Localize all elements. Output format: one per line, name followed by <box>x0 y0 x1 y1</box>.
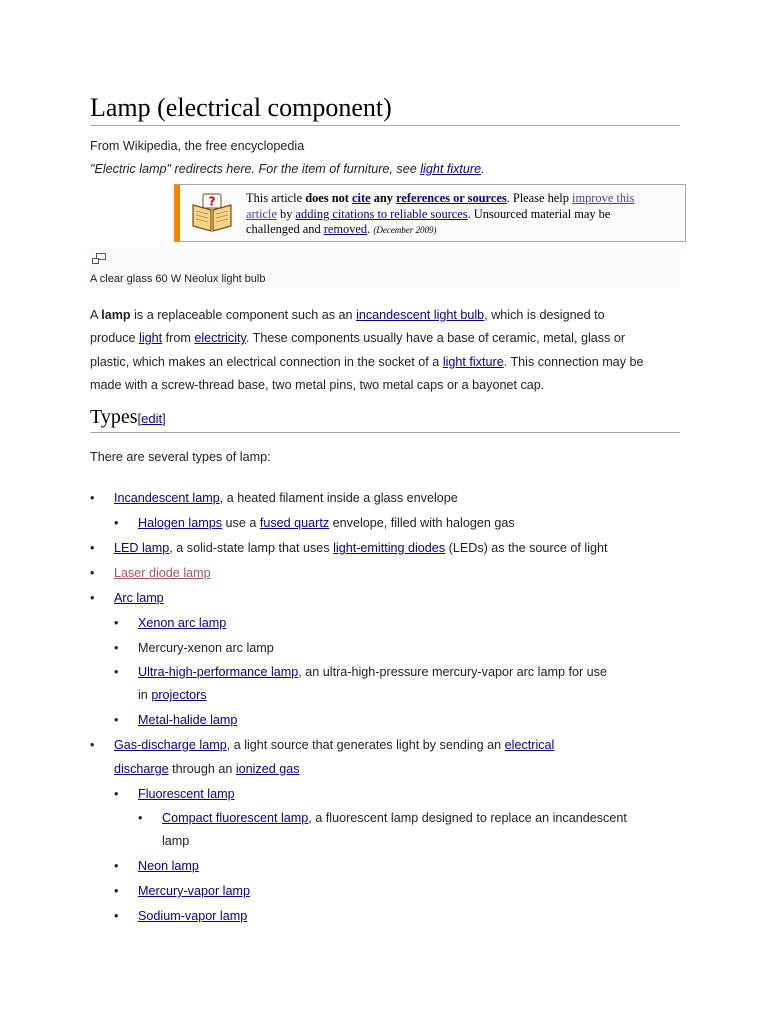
list-item: • Mercury-xenon arc lamp <box>114 641 274 655</box>
improve-article-link-cont[interactable]: article <box>246 206 277 221</box>
list-item: • Arc lamp <box>90 591 164 605</box>
removed-link[interactable]: removed <box>323 222 368 236</box>
electrical-discharge-link-cont[interactable]: discharge <box>114 762 169 776</box>
book-question-icon <box>190 193 234 233</box>
list-item: • Incandescent lamp, a heated filament inside a glass envelope <box>90 491 458 505</box>
list-item: • Compact fluorescent lamp, a fluorescent lamp designed to replace an incandescent <box>138 811 627 825</box>
edit-section-link[interactable]: edit <box>141 411 163 426</box>
svg-text:?: ? <box>208 194 216 209</box>
electrical-discharge-link[interactable]: electrical <box>504 738 555 752</box>
adding-citations-link[interactable]: adding citations to reliable sources <box>295 206 468 221</box>
electricity-link[interactable]: electricity <box>194 331 246 345</box>
list-item: • Laser diode lamp <box>90 566 211 580</box>
thumbnail-caption: A clear glass 60 W Neolux light bulb <box>90 273 266 285</box>
ionized-gas-link[interactable]: ionized gas <box>235 762 300 776</box>
light-fixture-link[interactable]: light fixture <box>442 355 504 369</box>
gas-discharge-lamp-link[interactable]: Gas-discharge lamp <box>114 738 227 752</box>
hatnote-text: "Electric lamp" redirects here. For the item of furniture, see <box>90 162 421 176</box>
incandescent-light-bulb-link[interactable]: incandescent light bulb <box>356 308 485 322</box>
hatnote-link-light-fixture[interactable]: light fixture <box>420 162 482 176</box>
magnify-clip-icon[interactable] <box>92 253 106 265</box>
image-thumbnail <box>90 248 680 288</box>
cite-link[interactable]: cite <box>352 191 371 205</box>
edit-section-link-wrap: [edit] <box>137 411 166 426</box>
improve-article-link[interactable]: improve this <box>572 191 635 205</box>
halogen-lamps-link[interactable]: Halogen lamps <box>138 516 223 530</box>
list-item: • Sodium-vapor lamp <box>114 909 248 923</box>
list-item: • Gas-discharge lamp, a light source that generates light by sending an electrical <box>90 738 555 752</box>
hatnote-period: . <box>481 162 485 176</box>
references-link[interactable]: references or sources <box>396 191 507 205</box>
types-intro: There are several types of lamp: <box>90 450 271 464</box>
intro-line-3: plastic, which makes an electrical connection in the socket of a light fixture. This connection may be <box>90 355 644 369</box>
fused-quartz-link[interactable]: fused quartz <box>259 516 330 530</box>
arc-lamp-link[interactable]: Arc lamp <box>114 591 164 605</box>
list-item: • Mercury-vapor lamp <box>114 884 250 898</box>
fluorescent-lamp-link[interactable]: Fluorescent lamp <box>138 787 235 801</box>
list-item-continuation: discharge through an ionized gas <box>114 762 300 776</box>
compact-fluorescent-lamp-link[interactable]: Compact fluorescent lamp <box>162 811 309 825</box>
light-link[interactable]: light <box>139 331 163 345</box>
list-item: • Halogen lamps use a fused quartz envelope, filled with halogen gas <box>114 516 515 530</box>
title-underline <box>90 125 680 126</box>
page-title: Lamp (electrical component) <box>90 93 392 122</box>
laser-diode-lamp-link[interactable]: Laser diode lamp <box>114 566 211 580</box>
list-item: • Xenon arc lamp <box>114 616 227 630</box>
section-heading-types: Types[edit] <box>90 406 166 428</box>
metal-halide-lamp-link[interactable]: Metal-halide lamp <box>138 713 238 727</box>
neon-lamp-link[interactable]: Neon lamp <box>138 859 199 873</box>
mercury-xenon-text: Mercury-xenon arc lamp <box>138 641 274 655</box>
list-item: • Metal-halide lamp <box>114 713 238 727</box>
notice-text: This article does not cite any references or sources. Please help improve this article by adding citations to reliable sources. Unsourced material may be challenged and removed. (December 2009) <box>246 191 635 236</box>
list-item-continuation: in projectors <box>138 688 207 702</box>
intro-line-2: produce light from electricity. These components usually have a base of ceramic, metal, glass or <box>90 331 626 345</box>
sodium-vapor-lamp-link[interactable]: Sodium-vapor lamp <box>138 909 248 923</box>
list-item: • Ultra-high-performance lamp, an ultra-high-pressure mercury-vapor arc lamp for use <box>114 665 607 679</box>
list-item-continuation: lamp <box>162 834 190 848</box>
tagline: From Wikipedia, the free encyclopedia <box>90 139 305 153</box>
intro-line-4: made with a screw-thread base, two metal pins, two metal caps or a bayonet cap. <box>90 378 545 392</box>
unreferenced-notice <box>174 184 686 242</box>
xenon-arc-lamp-link[interactable]: Xenon arc lamp <box>138 616 227 630</box>
intro-line-1: A lamp is a replaceable component such as an incandescent light bulb, which is designed to <box>90 308 605 322</box>
list-item: • Fluorescent lamp <box>114 787 235 801</box>
uhp-lamp-link[interactable]: Ultra-high-performance lamp <box>138 665 299 679</box>
incandescent-lamp-link[interactable]: Incandescent lamp <box>114 491 220 505</box>
list-item: • LED lamp, a solid-state lamp that uses light-emitting diodes (LEDs) as the source of light <box>90 541 608 555</box>
notice-date: (December 2009) <box>373 225 437 235</box>
light-emitting-diodes-link[interactable]: light-emitting diodes <box>333 541 446 555</box>
projectors-link[interactable]: projectors <box>151 688 207 702</box>
mercury-vapor-lamp-link[interactable]: Mercury-vapor lamp <box>138 884 250 898</box>
hatnote <box>90 161 690 177</box>
led-lamp-link[interactable]: LED lamp <box>114 541 170 555</box>
list-item: • Neon lamp <box>114 859 199 873</box>
section-underline <box>90 432 680 433</box>
